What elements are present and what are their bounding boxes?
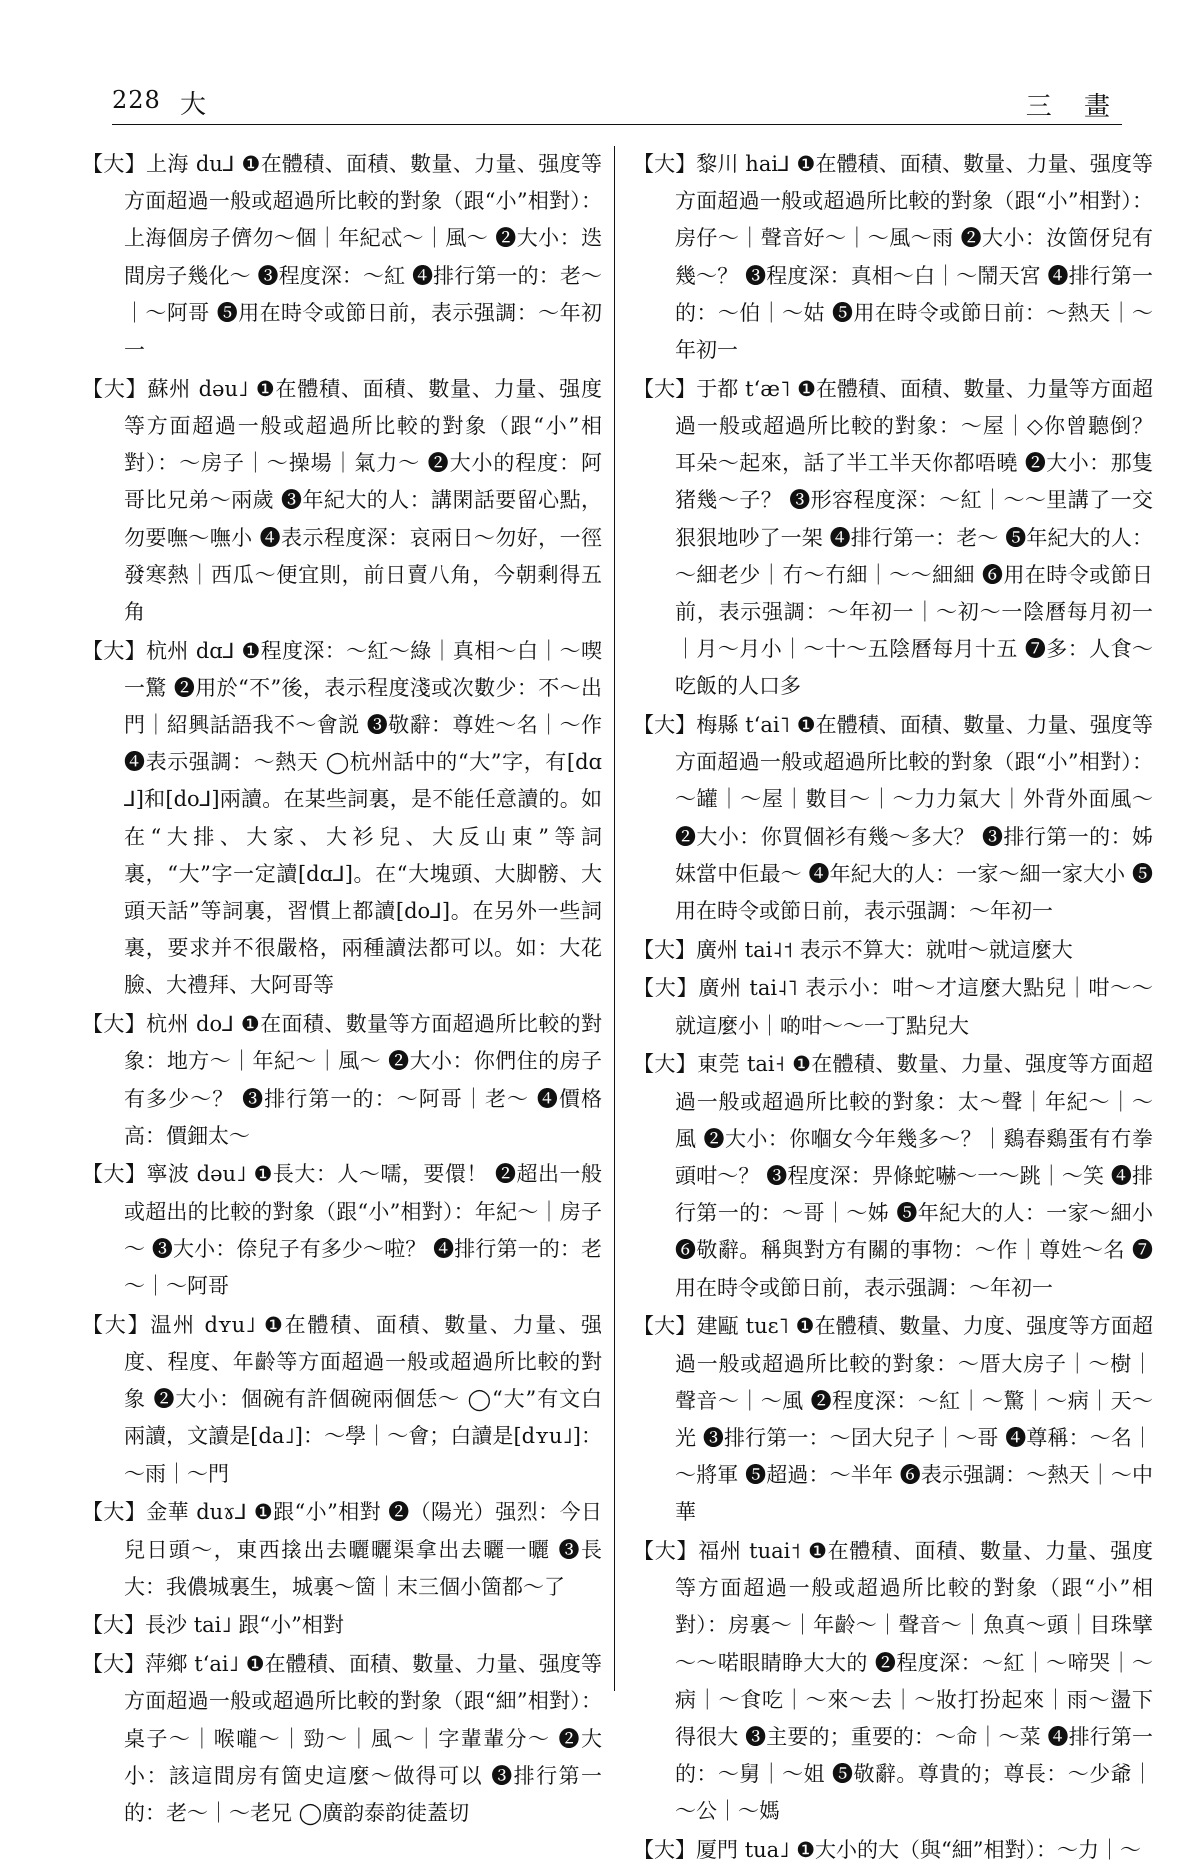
- entry-definition: ❶在體積、面積、數量、力量、强度等方面超過一般或超過所比較的對象（跟“小”相對）：房仔～｜聲音好～｜～風～雨 ❷大小：汝箇伢兒有幾～？ ❸程度深：真相～白｜～鬧天宮 ❹排行第一的：～伯｜～姑 ❺用在時令或節日前：～熱天｜～年初一: [675, 152, 1153, 363]
- entry-headword: 【大】東莞: [633, 1052, 740, 1077]
- dictionary-entry: [82, 633, 602, 1005]
- entry-definition: ❶在體積、面積、數量、力量、强度、程度、年齡等方面超過一般或超過所比較的對象 ❷大小：個碗有許個碗兩個恁～ ◯“大”有文白兩讀，文讀是[da˩]：～學｜～會；白讀是[dʏu˩]：～雨｜～門: [124, 1312, 603, 1486]
- dictionary-entry: [82, 1494, 602, 1606]
- right-column: [633, 146, 1153, 1871]
- entry-headword: 【大】温州: [82, 1312, 196, 1337]
- entry-definition: ❶在體積、面積、數量、力量、强度等方面超過一般或超過所比較的對象（跟“小”相對）：～罐｜～屋｜數目～｜～力力氣大｜外背外面風～ ❷大小：你買個衫有幾～多大？ ❸排行第一的：姊妹當中佢最～ ❹年紀大的人：一家～細一家大小 ❺用在時令或節日前，表示强調：～年初一: [675, 713, 1154, 924]
- entry-pronunciation: duɤ⅃: [196, 1500, 247, 1525]
- page-headword: 大: [180, 90, 207, 120]
- dictionary-entry: [633, 932, 1153, 969]
- entry-headword: 【大】黎川: [633, 152, 739, 176]
- dictionary-entry: [82, 371, 602, 631]
- entry-headword: 【大】金華: [82, 1500, 190, 1525]
- dictionary-entry: [82, 1607, 602, 1644]
- entry-definition: ❶在體積、面積、數量、力量、强度等方面超過一般或超過所比較的對象（跟“小”相對）：房裏～｜年齡～｜聲音～｜魚真～頭｜目珠擘～～喏眼睛睁大大的 ❷程度深：～紅｜～啼哭｜～病｜～食吃｜～來～去｜～妝打扮起來｜雨～盪下得很大 ❸主要的；重要的：～命｜～菜 ❹排行第一的：～舅｜～姐 ❺敬辭。尊貴的；尊長：～少爺｜～公｜～媽: [675, 1539, 1154, 1824]
- dictionary-entry: [82, 146, 602, 369]
- entry-pronunciation: do⅃: [196, 1012, 234, 1037]
- entry-pronunciation: tuɛ˥: [745, 1314, 789, 1339]
- entry-pronunciation: tai˨˦: [744, 937, 794, 962]
- entry-pronunciation: tuai˦: [749, 1539, 801, 1564]
- dictionary-entry: [633, 707, 1153, 930]
- dictionary-entry: [633, 1308, 1153, 1531]
- entry-definition: ❶長大：人～嚅，要儇！ ❷超出一般或超出的比較的對象（跟“小”相對）：年紀～｜房子～ ❸大小：倷兒子有多少～啦？ ❹排行第一的：老～｜～阿哥: [124, 1162, 602, 1299]
- entry-definition: ❶在體積、面積、數量、力量、强度等方面超過一般或超過所比較的對象（跟“小”相對）：～房子｜～操場｜氣力～ ❷大小的程度：阿哥比兄弟～兩歲 ❸年紀大的人：講閑話要留心點，勿要嘸～嘸小 ❹表示程度深：哀兩日～勿好，一徑發寒熱｜西瓜～便宜則，前日賣八角，今朝剩得五角: [124, 376, 602, 624]
- entry-definition: ❶在體積、數量、力度、强度等方面超過一般或超過所比較的對象：～厝大房子｜～樹｜聲音～｜～風 ❷程度深：～紅｜～驚｜～病｜天～光 ❸排行第一：～囝大兒子｜～哥 ❹尊稱：～名｜～將軍 ❺超過：～半年 ❻表示强調：～熱天｜～中華: [675, 1314, 1153, 1525]
- dictionary-entry: [633, 1046, 1153, 1306]
- header-rule: [112, 124, 1122, 125]
- entry-definition: ❶在體積、面積、數量、力量、强度等方面超過一般或超過所比較的對象（跟“細”相對）：桌子～｜喉嚨～｜勁～｜風～｜字輩輩分～ ❷大小：該這間房有箇史這麼～做得可以 ❸排行第一的：老～｜～老兄 ◯廣韵泰韵徒蓋切: [124, 1652, 603, 1825]
- entry-pronunciation: dəu˩: [196, 1162, 247, 1187]
- dictionary-entry: [82, 1156, 602, 1305]
- entry-headword: 【大】福州: [633, 1539, 742, 1564]
- dictionary-entry: [82, 1307, 602, 1493]
- column-divider: [614, 146, 615, 1691]
- entry-headword: 【大】廣州: [633, 976, 742, 1001]
- entry-definition: ❶在體積、面積、數量、力量、强度等方面超過一般或超過所比較的對象（跟“小”相對）：上海個房子儕勿～個｜年紀忒～｜風～ ❷大小：迭間房子幾化～ ❸程度深：～紅 ❹排行第一的：老～｜～阿哥 ❺用在時令或節日前，表示强調：～年初一: [124, 152, 602, 363]
- entry-pronunciation: dʏu˩: [204, 1312, 256, 1337]
- entry-definition: 跟“小”相對: [238, 1613, 344, 1638]
- dictionary-entry: [633, 146, 1153, 369]
- dictionary-entry: [82, 1006, 602, 1155]
- entry-headword: 【大】杭州: [82, 638, 189, 663]
- entry-headword: 【大】杭州: [82, 1012, 189, 1037]
- entry-headword: 【大】于都: [633, 376, 739, 401]
- entry-definition: ❶程度深：～紅～綠｜真相～白｜～喫一驚 ❷用於“不”後，表示程度淺或次數少：不～出門｜紹興話語我不～會説 ❸敬辭：尊姓～名｜～作 ❹表示强調：～熱天 ◯杭州話中的“大”字，有[dɑ⅃]和[do⅃]兩讀。在某些詞裏，是不能任意讀的。如在“大排、大家、大衫兒、大反山東”等詞裏，“大”字一定讀[dɑ⅃]。在“大塊頭、大脚髈、大頭天話”等詞裏，習慣上都讀[do⅃]。在另外一些詞裏，要求并不很嚴格，兩種讀法都可以。如：大花臉、大禮拜、大阿哥等: [124, 638, 603, 998]
- entry-headword: 【大】長沙: [82, 1613, 187, 1638]
- entry-definition: ❶在體積、數量、力量、强度等方面超過一般或超過所比較的對象：太～聲｜年紀～｜～風 ❷大小：你嗰女今年幾多～？｜鷄春鷄蛋有冇拳頭咁～？ ❸程度深：畀條蛇嚇～一～跳｜～笑 ❹排行第一的：～哥｜～姊 ❺年紀大的人：一家～細小 ❻敬辭。稱與對方有關的事物：～作｜尊姓～名 ❼用在時令或節日前，表示强調：～年初一: [675, 1052, 1153, 1300]
- entry-pronunciation: dəu˩: [198, 376, 249, 401]
- page-header: [112, 78, 1122, 124]
- entry-headword: 【大】梅縣: [633, 713, 739, 738]
- entry-pronunciation: tai˩: [193, 1613, 232, 1638]
- entry-headword: 【大】建甌: [633, 1314, 739, 1339]
- entry-headword: 【大】廣州: [633, 937, 738, 962]
- entry-pronunciation: tʻæ˥: [745, 376, 791, 401]
- entry-headword: 【大】萍鄉: [82, 1652, 188, 1677]
- entry-pronunciation: du⅃: [195, 152, 235, 176]
- dictionary-entry: [633, 1533, 1153, 1831]
- dictionary-entry: [633, 970, 1153, 1044]
- entry-definition: ❶跟“小”相對 ❷（陽光）强烈：今日兒日頭～，東西搇出去曬曬渠拿出去曬一曬 ❸長大：我儂城裏生，城裏～箇｜末三個小箇都～了: [124, 1500, 602, 1599]
- left-column: [82, 146, 602, 1834]
- entry-definition: ❶在體積、面積、數量、力量等方面超過一般或超過所比較的對象：～屋｜◇你曾聽倒？耳朵～起來，話了半工半天你都唔曉 ❷大小：那隻猪幾～子？ ❸形容程度深：～紅｜～～里講了一交狠狠地吵了一架 ❹排行第一：老～ ❺年紀大的人：～細老少｜冇～冇細｜～～細細 ❻用在時令或節日前，表示强調：～年初一｜～初～一陰曆每月初一｜月～月小｜～十～五陰曆每月十五 ❼多：人食～吃飯的人口多: [675, 376, 1153, 699]
- entry-pronunciation: tai˧: [746, 1052, 786, 1077]
- page-number: 228: [112, 86, 161, 114]
- dictionary-entry: [633, 1832, 1153, 1869]
- entry-pronunciation: tʻai˩: [194, 1652, 239, 1677]
- entry-definition: 表示不算大：就咁～就這麼大: [799, 937, 1073, 962]
- entry-headword: 【大】上海: [82, 152, 189, 176]
- entry-pronunciation: tua˩: [744, 1838, 790, 1863]
- entry-headword: 【大】寧波: [82, 1162, 190, 1187]
- entry-definition: ❶大小的大（與“細”相對）：～力｜～: [796, 1838, 1142, 1863]
- entry-pronunciation: tʻai˥: [745, 713, 790, 738]
- entry-definition: 表示小：咁～才這麼大點兒｜咁～～就這麼小｜啲咁～～一丁點兒大: [675, 976, 1153, 1038]
- entry-pronunciation: tai˨˥: [749, 976, 798, 1001]
- entry-pronunciation: hai⅃: [745, 152, 790, 176]
- dictionary-entry: [633, 371, 1153, 706]
- entry-headword: 【大】厦門: [633, 1838, 738, 1863]
- entry-pronunciation: dɑ⅃: [195, 638, 235, 663]
- entry-headword: 【大】蘇州: [82, 376, 192, 401]
- dictionary-entry: [82, 1646, 602, 1832]
- section-title: 三 畫: [1025, 92, 1122, 122]
- entry-definition: ❶在面積、數量等方面超過所比較的對象：地方～｜年紀～｜風～ ❷大小：你們住的房子有多少～？ ❸排行第一的：～阿哥｜老～ ❹價格高：價鈿太～: [124, 1012, 603, 1148]
